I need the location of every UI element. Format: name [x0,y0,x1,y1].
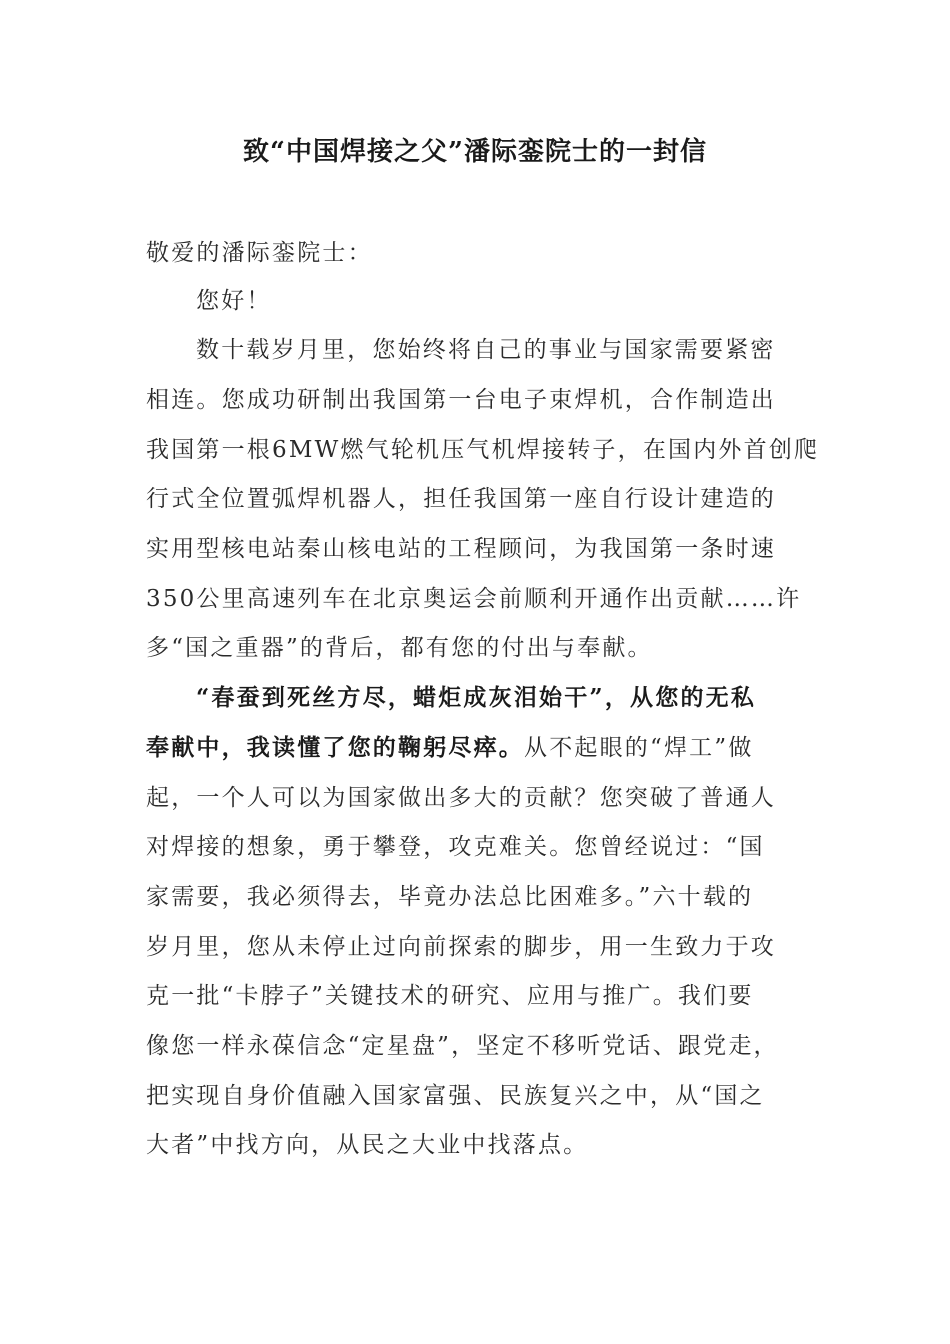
paragraph1-line: 实用型核电站秦山核电站的工程顾问，为我国第一条时速 [146,536,776,562]
paragraph2-line: 像您一样永葆信念“定星盘”，坚定不移听党话、跟党走， [146,1033,779,1059]
paragraph2-line: 家需要，我必须得去，毕竟办法总比困难多。”六十载的 [146,884,754,910]
salutation: 敬爱的潘际銮院士： [146,240,373,266]
paragraph2-line: 对焊接的想象，勇于攀登，攻克难关。您曾经说过：“国 [146,834,765,860]
paragraph1-line: 我国第一根6MW燃气轮机压气机焊接转子，在国内外首创爬 [146,437,820,463]
paragraph2-line: 起，一个人可以为国家做出多大的贡献？您突破了普通人 [146,785,776,811]
paragraph2-line: 克一批“卡脖子”关键技术的研究、应用与推广。我们要 [146,983,754,1009]
paragraph1-line: 350公里高速列车在北京奥运会前顺利开通作出贡献……许 [146,586,802,612]
paragraph2-regular-text: 从不起眼的“焊工”做 [524,735,754,761]
paragraph2-line: 把实现自身价值融入国家富强、民族复兴之中，从“国之 [146,1083,765,1109]
document-title: 致“中国焊接之父”潘际銮院士的一封信 [243,137,707,167]
paragraph1-line: 行式全位置弧焊机器人，担任我国第一座自行设计建造的 [146,486,776,512]
paragraph2-line: 大者”中找方向，从民之大业中找落点。 [146,1132,589,1158]
paragraph1-line: 数十载岁月里，您始终将自己的事业与国家需要紧密 [196,337,776,363]
paragraph1-line: 相连。您成功研制出我国第一台电子束焊机，合作制造出 [146,387,776,413]
paragraph2-bold-text: 奉献中，我读懂了您的鞠躬尽瘁。 [146,734,524,761]
paragraph2-quote-line: “春蚕到死丝方尽，蜡炬成灰泪始干”，从您的无私 [196,684,757,711]
paragraph2-mixed-line [146,730,826,766]
paragraph2-line: 岁月里，您从未停止过向前探索的脚步，用一生致力于攻 [146,934,776,960]
paragraph1-line: 多“国之重器”的背后，都有您的付出与奉献。 [146,635,653,661]
greeting: 您好！ [196,288,272,314]
